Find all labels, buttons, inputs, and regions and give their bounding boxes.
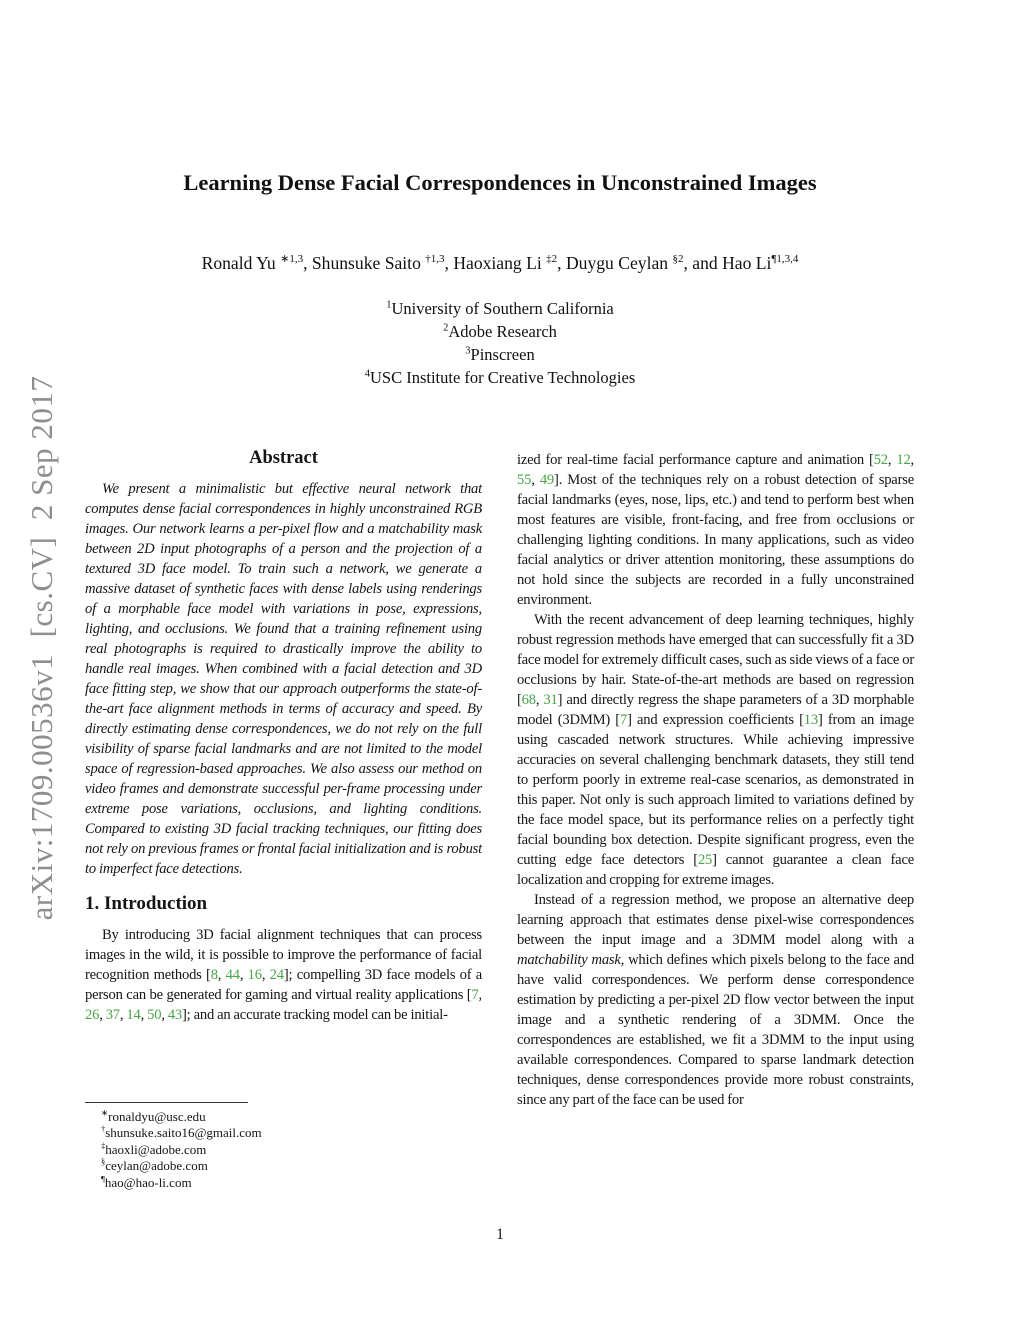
text-segment: , xyxy=(140,1007,148,1023)
author-line xyxy=(85,253,915,274)
introduction-heading: 1. Introduction xyxy=(85,893,208,914)
text-segment: , xyxy=(531,472,540,488)
citation-link[interactable]: 37 xyxy=(105,1007,120,1023)
citation-link[interactable]: 24 xyxy=(269,967,284,983)
body-paragraph-1 xyxy=(517,450,914,610)
text-segment: , xyxy=(261,967,270,983)
emphasis-text: matchability mask xyxy=(517,952,621,968)
footnote xyxy=(85,1175,482,1191)
footnote-email: haoxli@adobe.com xyxy=(105,1141,207,1157)
footnote-email: shunsuke.saito16@gmail.com xyxy=(105,1125,262,1141)
citation-link[interactable]: 49 xyxy=(539,472,555,488)
text-segment: , which defines which pixels belong to the face and have valid correspondences. We perform dense correspondence estimation by predicting a per-pixel 2D flow vector between the input image and a synthetic rendering of a 3DMM. Once the correspondences are established, we fit a 3DMM to the input using available correspondences. Compared to sparse landmark detection techniques, dense correspondences provide more robust constraints, since any part of the face can be used for xyxy=(517,952,915,1108)
affiliation-line xyxy=(85,366,915,389)
citation-link[interactable]: 12 xyxy=(896,452,911,468)
citation-link[interactable]: 43 xyxy=(167,1007,183,1023)
citation-link[interactable]: 7 xyxy=(619,712,628,728)
footnote xyxy=(85,1109,482,1125)
text-segment: , xyxy=(535,692,544,708)
abstract-text: We present a minimalistic but effective neural network that computes dense facial correspondences in highly unconstrained RGB images. Our network learns a per-pixel flow and a matchability mask between 2D input photographs of a person and the projection of a textured 3D face model. To train such a network, we generate a massive dataset of synthetic faces with dense labels using renderings of a morphable face model with variations in pose, expressions, lighting, and occlusions. We found that a training refinement using real photographs is required to drastically improve the ability to handle real images. When combined with a facial detection and 3D face fitting step, we show that our approach outperforms the state-of-the-art face alignment methods in terms of accuracy and speed. By directly estimating dense correspondences, we do not rely on the full visibility of sparse facial landmarks and are not limited to the model space of regression-based approaches. We also assess our method on video frames and demonstrate successful per-frame processing under extreme pose variations, occlusions, and lighting conditions. Compared to existing 3D facial tracking techniques, our fitting does not rely on previous frames or frontal facial initialization and is robust to imperfect face detections. xyxy=(85,481,482,877)
affiliation-superscript: 2 xyxy=(443,322,449,334)
footnote-mark: ∗ xyxy=(101,1107,109,1118)
citation-link[interactable]: 7 xyxy=(471,987,479,1003)
abstract-heading: Abstract xyxy=(249,448,318,468)
text-segment: ]; and an accurate tracking model can be initial- xyxy=(182,1007,448,1023)
footnote-mark: § xyxy=(101,1156,106,1167)
superscript: ¶1,3,4 xyxy=(771,253,799,266)
text-segment: ]. Most of the techniques rely on a robust detection of sparse facial landmarks (eyes, nose, lips, etc.) and tend to perform best when most features are visible, front-facing, and free from occlusions or challenging lighting conditions. In many applications, such as video facial analytics or driver attention monitoring, these assumptions do not hold since the subjects are recorded in a fully unconstrained environment. xyxy=(517,472,914,608)
text-segment: , Haoxiang Li xyxy=(444,253,547,273)
citation-link[interactable]: 52 xyxy=(873,452,888,468)
arxiv-watermark: arXiv:1709.00536v1 [cs.CV] 2 Sep 2017 xyxy=(24,375,59,921)
citation-link[interactable]: 25 xyxy=(697,852,713,868)
affiliation-line xyxy=(85,297,915,320)
text-segment: , xyxy=(887,452,897,468)
page-number: 1 xyxy=(496,1226,504,1243)
citation-link[interactable]: 13 xyxy=(803,712,818,728)
text-segment: ized for real-time facial performance capture and animation [ xyxy=(517,452,874,468)
text-segment: , xyxy=(217,967,226,983)
affiliation-superscript: 4 xyxy=(364,368,370,380)
affiliation-superscript: 1 xyxy=(386,299,392,311)
text-segment: ] from an image using cascaded network structures. While achieving impressive accuracies on several challenging benchmark datasets, they still tend to perform poorly in extreme real-case scenarios, as demonstrated in this paper. Not only is such approach limited to variations defined by the face model space, but its performance relies on a perfectly tight facial bounding box detection. Despite significant progress, even the cutting edge face detectors [ xyxy=(517,712,915,868)
footnote xyxy=(85,1142,482,1158)
text-segment: ]; compelling 3D face models of a person can be generated for gaming and virtual reality applications [ xyxy=(85,967,483,1003)
text-segment: , xyxy=(161,1007,168,1023)
affiliation-name: USC Institute for Creative Technologies xyxy=(370,368,636,387)
text-segment: , Duygu Ceylan xyxy=(557,253,673,273)
citation-link[interactable]: 14 xyxy=(126,1007,141,1023)
body-paragraph-2 xyxy=(517,610,914,890)
citation-link[interactable]: 26 xyxy=(85,1007,100,1023)
text-segment: , xyxy=(99,1007,106,1023)
citation-link[interactable]: 44 xyxy=(225,967,240,983)
footnote-email: hao@hao-li.com xyxy=(104,1174,192,1190)
footnote xyxy=(85,1125,482,1141)
text-segment: Instead of a regression method, we propose an alternative deep learning approach that estimates dense pixel-wise correspondences between the input image and a 3DMM model along with a xyxy=(517,892,914,948)
affiliation-block xyxy=(85,297,915,389)
citation-link[interactable]: 8 xyxy=(210,967,218,983)
text-segment: , xyxy=(239,967,248,983)
footnote-email: ronaldyu@usc.edu xyxy=(108,1109,206,1124)
affiliation-name: Pinscreen xyxy=(470,345,535,364)
text-segment: , xyxy=(478,987,482,1003)
footnote xyxy=(85,1158,482,1174)
footnote-block xyxy=(85,1102,482,1191)
affiliation-line xyxy=(85,343,915,366)
text-segment: ] cannot guarantee a clean face localization and cropping for extreme images. xyxy=(517,852,914,888)
text-segment: By introducing 3D facial alignment techniques that can process images in the wild, it is possible to improve the performance of facial recognition methods [ xyxy=(85,927,482,983)
footnote-rule xyxy=(85,1102,248,1103)
affiliation-name: University of Southern California xyxy=(391,299,614,318)
citation-link[interactable]: 31 xyxy=(543,692,558,708)
footnote-mark: ¶ xyxy=(101,1173,105,1184)
footnote-mark: † xyxy=(101,1124,106,1135)
text-segment: ] and directly regress the shape parameters of a 3D morphable model (3DMM) [ xyxy=(517,692,914,728)
footnote-email: ceylan@adobe.com xyxy=(105,1158,208,1174)
affiliation-name: Adobe Research xyxy=(448,322,557,341)
text-segment: , and Hao Li xyxy=(683,253,772,273)
right-column xyxy=(517,450,914,1110)
superscript: §2 xyxy=(672,253,684,266)
superscript: †1,3 xyxy=(425,253,445,266)
text-segment: With the recent advancement of deep learning techniques, highly robust regression methods have emerged that can successfully fit a 3D face model for extremely difficult cases, such as side views of a face or occlusions by hair. State-of-the-art methods are based on regression [ xyxy=(517,612,914,708)
introduction-paragraph xyxy=(85,925,482,1025)
affiliation-superscript: 3 xyxy=(465,345,471,357)
superscript: ‡2 xyxy=(546,253,558,266)
footnote-mark: ‡ xyxy=(101,1140,106,1151)
text-segment: Ronald Yu xyxy=(201,253,281,273)
text-segment: , xyxy=(910,452,914,468)
citation-link[interactable]: 55 xyxy=(517,472,532,488)
citation-link[interactable]: 16 xyxy=(247,967,262,983)
text-segment: , xyxy=(119,1007,127,1023)
left-column xyxy=(85,448,482,1025)
paper-title: Learning Dense Facial Correspondences in Unconstrained Images xyxy=(183,170,817,195)
citation-link[interactable]: 68 xyxy=(521,692,536,708)
affiliation-line xyxy=(85,320,915,343)
body-paragraph-3 xyxy=(517,890,914,1110)
superscript: ∗1,3 xyxy=(280,253,304,266)
text-segment: ] and expression coefficients [ xyxy=(627,712,804,728)
text-segment: , Shunsuke Saito xyxy=(303,253,426,273)
citation-link[interactable]: 50 xyxy=(147,1007,162,1023)
